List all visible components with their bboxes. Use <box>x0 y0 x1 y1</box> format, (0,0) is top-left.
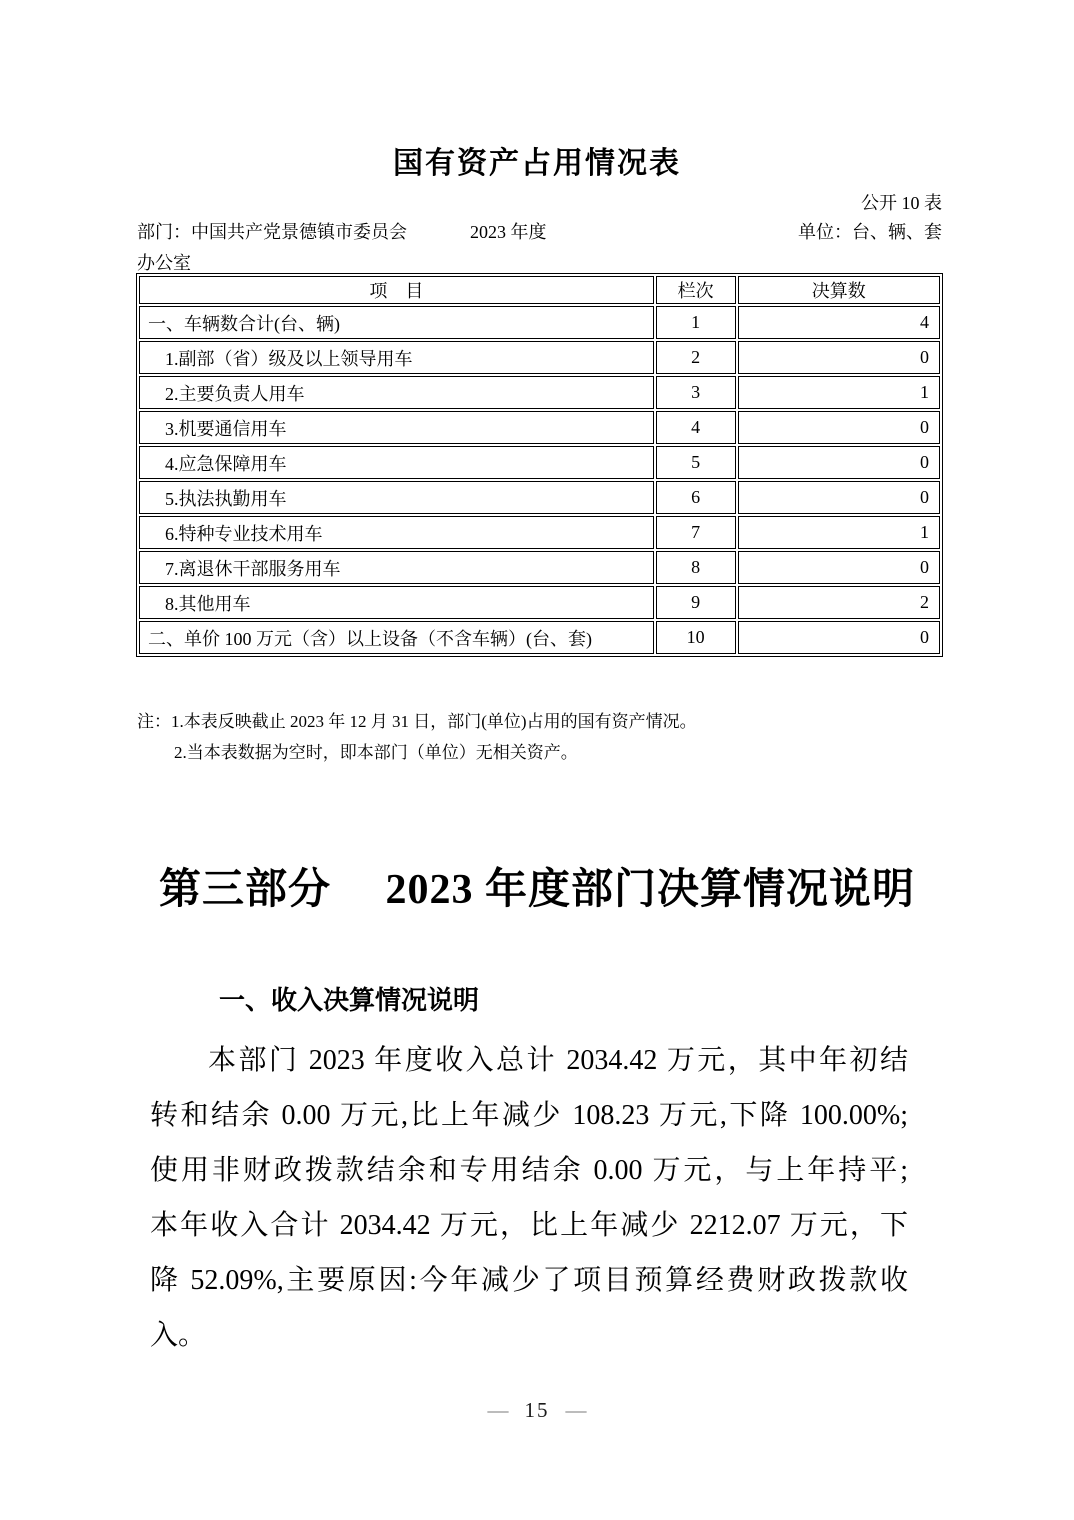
row-col: 7 <box>656 516 736 549</box>
fiscal-year-label: 2023 年度 <box>470 222 547 242</box>
row-item: 4.应急保障用车 <box>139 446 654 479</box>
row-item: 7.离退休干部服务用车 <box>139 551 654 584</box>
paragraph-line: 降 52.09%,主要原因:今年减少了项目预算经费财政拨款收 <box>150 1265 908 1296</box>
income-explanation-paragraph <box>150 1033 908 1363</box>
subsection-heading: 一、收入决算情况说明 <box>219 985 480 1015</box>
table-row <box>139 306 940 339</box>
table-code-label: 公开 10 表 <box>861 193 942 213</box>
row-value: 0 <box>738 621 940 654</box>
page-title: 国有资产占用情况表 <box>393 147 681 180</box>
table-row <box>139 586 940 619</box>
row-item: 一、车辆数合计(台、辆) <box>139 306 654 339</box>
row-item: 3.机要通信用车 <box>139 411 654 444</box>
department-label: 部门：中国共产党景德镇市委员会 <box>137 222 407 242</box>
paragraph-line: 本年收入合计 2034.42 万元，比上年减少 2212.07 万元，下 <box>150 1210 908 1241</box>
column-header-item: 项 目 <box>139 276 654 304</box>
table-row <box>139 341 940 374</box>
row-col: 3 <box>656 376 736 409</box>
row-col: 5 <box>656 446 736 479</box>
footer-dash-left: — <box>487 1398 509 1422</box>
row-value: 1 <box>738 516 940 549</box>
row-value: 0 <box>738 341 940 374</box>
department-label-line2: 办公室 <box>137 253 191 273</box>
table-row <box>139 446 940 479</box>
row-col: 8 <box>656 551 736 584</box>
row-item: 8.其他用车 <box>139 586 654 619</box>
unit-label: 单位：台、辆、套 <box>798 222 942 242</box>
table-header-row <box>139 276 940 304</box>
row-value: 0 <box>738 411 940 444</box>
row-value: 4 <box>738 306 940 339</box>
row-col: 9 <box>656 586 736 619</box>
table-notes <box>137 706 697 768</box>
column-header-value: 决算数 <box>738 276 940 304</box>
row-value: 2 <box>738 586 940 619</box>
paragraph-line: 入。 <box>150 1320 207 1351</box>
section-heading: 第三部分 2023 年度部门决算情况说明 <box>158 867 915 913</box>
row-value: 0 <box>738 446 940 479</box>
page-footer <box>0 1398 1074 1423</box>
row-col: 4 <box>656 411 736 444</box>
row-col: 10 <box>656 621 736 654</box>
column-header-col: 栏次 <box>656 276 736 304</box>
row-col: 6 <box>656 481 736 514</box>
table-note-2: 2.当本表数据为空时，即本部门（单位）无相关资产。 <box>174 743 578 762</box>
table-row <box>139 481 940 514</box>
paragraph-line: 转和结余 0.00 万元,比上年减少 108.23 万元,下降 100.00%; <box>150 1100 908 1131</box>
row-item: 二、单价 100 万元（含）以上设备（不含车辆）(台、套) <box>139 621 654 654</box>
footer-dash-right: — <box>565 1398 587 1422</box>
asset-occupation-table <box>136 273 943 657</box>
row-item: 1.副部（省）级及以上领导用车 <box>139 341 654 374</box>
row-col: 1 <box>656 306 736 339</box>
table-row <box>139 621 940 654</box>
paragraph-line: 使用非财政拨款结余和专用结余 0.00 万元，与上年持平; <box>150 1155 908 1186</box>
table-row <box>139 516 940 549</box>
row-col: 2 <box>656 341 736 374</box>
row-item: 2.主要负责人用车 <box>139 376 654 409</box>
row-item: 5.执法执勤用车 <box>139 481 654 514</box>
page-number: 15 <box>524 1398 550 1422</box>
row-value: 0 <box>738 481 940 514</box>
row-value: 0 <box>738 551 940 584</box>
row-value: 1 <box>738 376 940 409</box>
table-row <box>139 376 940 409</box>
paragraph-line: 本部门 2023 年度收入总计 2034.42 万元，其中年初结 <box>208 1045 908 1076</box>
table-note-1: 注：1.本表反映截止 2023 年 12 月 31 日，部门(单位)占用的国有资产情况。 <box>137 712 697 731</box>
row-item: 6.特种专业技术用车 <box>139 516 654 549</box>
table-row <box>139 411 940 444</box>
table-row <box>139 551 940 584</box>
